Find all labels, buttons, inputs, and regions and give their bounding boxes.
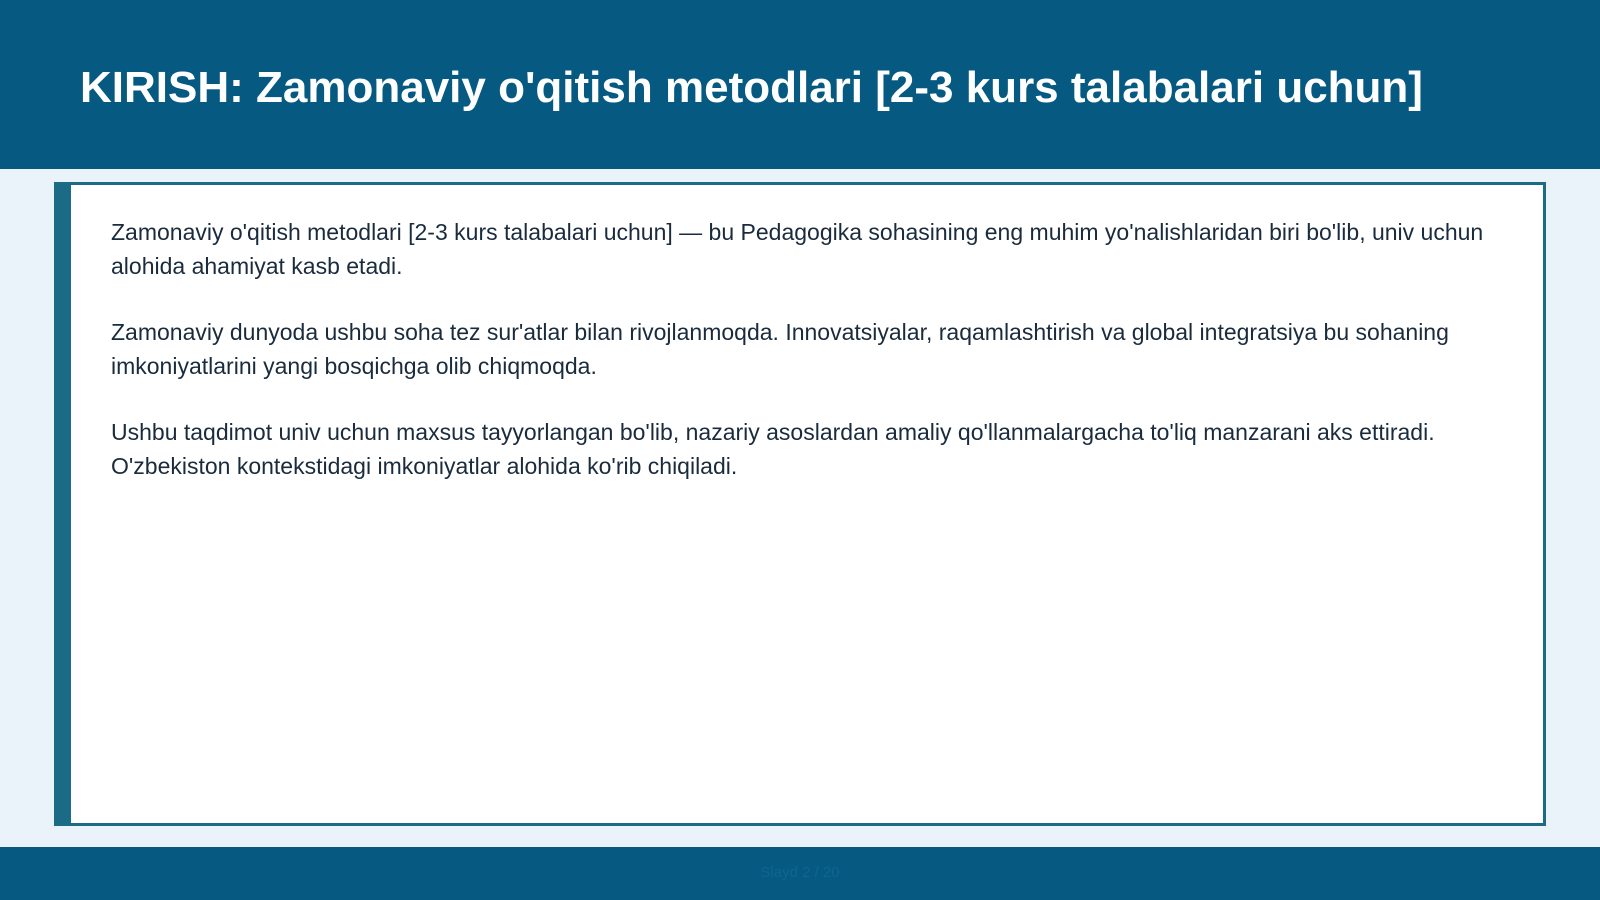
paragraph-presentation: Ushbu taqdimot univ uchun maxsus tayyorlangan bo'lib, nazariy asoslardan amaliy qo'llanmalargacha to'liq manzarani aks ettiradi. O'zbekiston kontekstidagi imkoniyatlar alohida ko'rib chiqiladi.	[111, 419, 1435, 479]
paragraph-development: Zamonaviy dunyoda ushbu soha tez sur'atlar bilan rivojlanmoqda. Innovatsiyalar, raqamlashtirish va global integratsiya bu sohaning imkoniyatlarini yangi bosqichga olib chiqmoqda.	[111, 319, 1449, 379]
slide-header	[0, 0, 1600, 169]
slide-number: Slayd 2 / 20	[760, 864, 840, 881]
slide-footer	[0, 847, 1600, 900]
body-text	[111, 215, 1491, 515]
slide-title: KIRISH: Zamonaviy o'qitish metodlari [2-3 kurs talabalari uchun]	[80, 63, 1423, 112]
content-panel	[54, 182, 1546, 826]
paragraph-intro: Zamonaviy o'qitish metodlari [2-3 kurs talabalari uchun] — bu Pedagogika sohasining eng muhim yo'nalishlaridan biri bo'lib, univ uchun alohida ahamiyat kasb etadi.	[111, 219, 1484, 279]
